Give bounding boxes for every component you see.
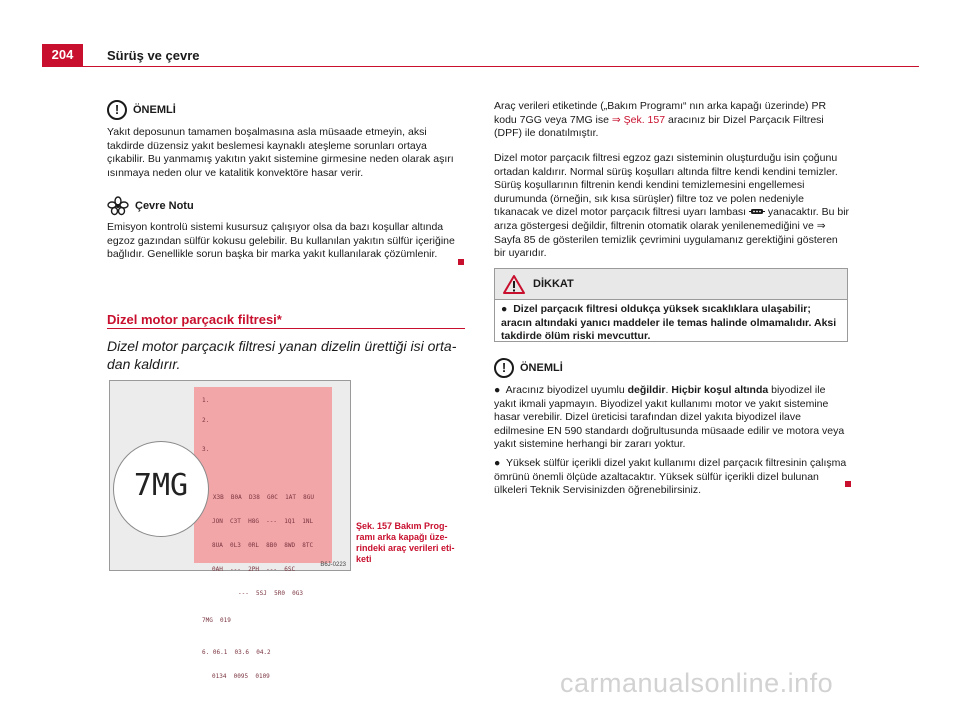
codes-row-7: 06.1 03.6 04.2: [212, 649, 271, 656]
caution-header: [495, 269, 847, 300]
page-header-title: Sürüş ve çevre: [107, 48, 200, 63]
codes-row-8: 0134 0095 0109: [212, 673, 270, 680]
figure-ref-code: B6J-0223: [320, 562, 346, 568]
header-rule: [42, 66, 919, 67]
sulfur-bullet: ● Yüksek sülfür içerikli dizel yakıt kullanımı dizel parçacık filtresinin çalışma ömrünü önemli ölçüde azaltacaktır. Yüksek sülfür içerikli dizel bulunan ülkeleri Teknik Servisinizden öğrenebilirsiniz.: [494, 456, 847, 497]
line-6: 6.: [202, 649, 210, 656]
magnifier-circle: [113, 441, 209, 537]
important-note-1: [107, 100, 465, 180]
figure-caption: Şek. 157 Bakım Prog-ramı arka kapağı üze-rindeki araç verileri eti-keti: [356, 521, 455, 564]
page-number: 204: [42, 44, 83, 66]
important-text: Yakıt deposunun tamamen boşalmasına asla müsaade etmeyin, aksi takdirde düzensiz yakıt beslemesi kaynaklı ateşleme sorunları ortaya çıkabilir. Bu yanmamış yakıtın yakıt sistemine girmesine neden olarak aşırı ısınmaya neden olur ve katalitik konvektöre hasar verir.: [107, 126, 454, 179]
important-icon-2: !: [494, 358, 514, 378]
flower-icon: [107, 196, 129, 216]
caution-bullet: ●: [501, 303, 508, 315]
codes-row-1: X3B B0A D38 G0C 1AT 8GU: [212, 494, 315, 501]
codes-row-5: --- 5SJ 5R0 0G3: [238, 590, 304, 597]
caution-heading: DİKKAT: [533, 278, 574, 290]
codes-row-6: 7MG 019: [202, 617, 231, 624]
line-1: 1.: [202, 397, 210, 404]
codes-row-4: 0AH --- 2PH --- 6SC: [212, 566, 296, 573]
caution-text: ● Dizel parçacık filtresi oldukça yüksek sıcaklıklara ulaşabilir; aracın altındaki yanıcı maddeler ile temas halinde olmamalıdır. Aksi takdirde ölüm riski mevcuttur.: [501, 303, 837, 343]
section-title: Dizel motor parçacık filtresi*: [107, 312, 282, 327]
end-marker-2: [845, 481, 851, 487]
watermark: carmanualsonline.info: [560, 668, 834, 698]
end-marker: [458, 259, 464, 265]
figure-157: [109, 380, 351, 680]
pr-code-badge: 7MG: [133, 468, 189, 503]
section-rule: [107, 328, 465, 329]
warning-triangle-icon: [503, 275, 525, 294]
label-sticker: [194, 387, 332, 680]
environment-note: [107, 196, 465, 262]
environment-text: Emisyon kontrolü sistemi kusursuz çalışıyor olsa da bazı koşullar altında egzoz gazından sülfür kokusu gelebilir. Bu kullanılan yakıtın sülfür içeriğine bağlıdır. Genellikle sorun başka bir marka yakıt kullanılarak çözümlenir.: [107, 221, 455, 261]
environment-heading: Çevre Notu: [135, 200, 194, 212]
dpf-label-paragraph: Araç verileri etiketinde („Bakım Programı“ nın arka kapağı üzerinde) PR kodu 7GG veya 7MG ise ⇒ Şek. 157 aracınız bir Dizel Parçacık Filtresi (DPF) ile donatılmıştır.: [494, 100, 827, 140]
dpf-warning-lamp-icon: [749, 207, 765, 216]
codes-row-3: 8UA 0L3 0RL 8B0 8WD 8TC: [212, 542, 314, 549]
line-2: 2.: [202, 417, 210, 424]
caution-box: [494, 268, 848, 342]
important-heading: ÖNEMLİ: [133, 104, 176, 116]
important-icon: !: [107, 100, 127, 120]
line-3: 3.: [202, 446, 210, 453]
codes-row-2: JON C3T H8G --- 1Q1 1NL: [212, 518, 314, 525]
figure-link[interactable]: ⇒ Şek. 157: [611, 113, 666, 126]
biodiesel-bullet: ● Aracınız biyodizel uyumlu değildir. Hiçbir koşul altında biyodizel ile yakıt ikmali yapmayın. Biyodizel yakıt kullanımı motor ve yakıt sistemine hasar verebilir. Dizel üreticisi tarafından dizel yakıta biyodizel ilave edilmesine EN 590 standardı doğrultusunda müsaade edilir ve motora veya yakıt sistemine herhangi bir zararı yoktur.: [494, 384, 845, 451]
important-note-2: [494, 358, 850, 498]
important-heading-2: ÖNEMLİ: [520, 362, 563, 374]
dpf-description-paragraph: Dizel motor parçacık filtresi egzoz gazı sisteminin oluşturduğu isin çoğunu ortadan kaldırır. Normal sürüş koşulları altında filtre kendi kendini temizler. Sürüş koşullarının filtrenin kendi kendini temizlemesini engellemesi durumunda (örneğin, sık kısa sürüşler) filtre toz ve polen nedeniyle tıkanacak ve dizel motor parçacık filtresi uyarı lambası yanacaktır. Bu bir arıza göstergesi değildir, filtrenin otomatik olarak yenilenemediğini ve ⇒ Sayfa 85 de gösterilen temizlik çevrimini uygulamanız gerektiğini gösteren bir uyarıdır.: [494, 152, 850, 260]
section-intro: Dizel motor parçacık filtresi yanan dizelin ürettiği isi orta-dan kaldırır.: [107, 338, 457, 372]
